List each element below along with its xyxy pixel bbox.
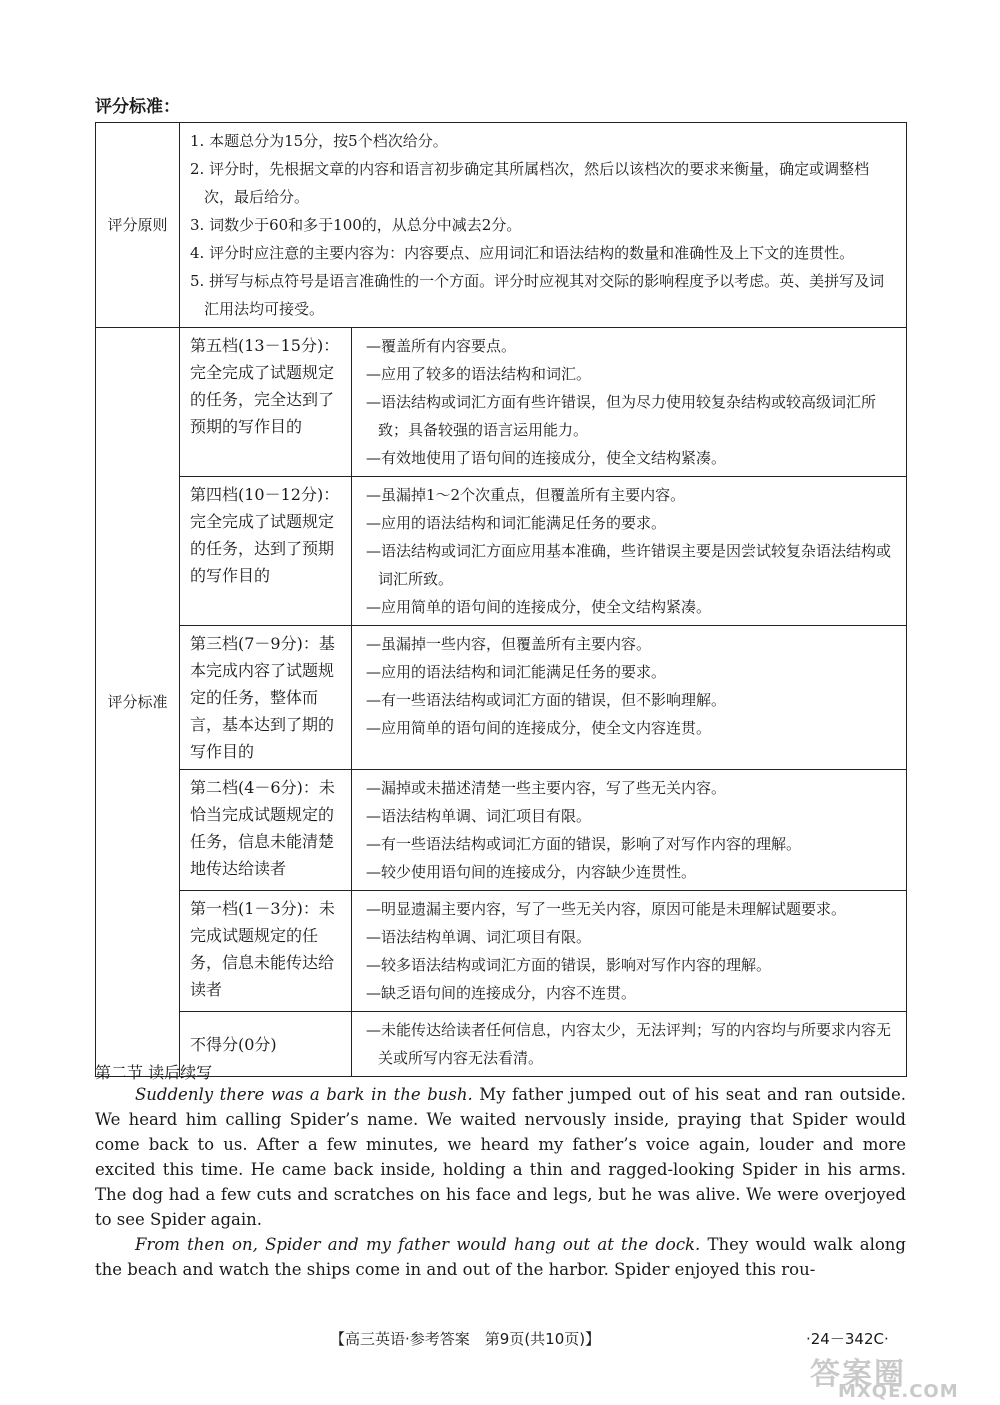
descriptor-item: —漏掉或未描述清楚一些主要内容，写了些无关内容。 <box>366 779 727 797</box>
descriptor-item: —应用了较多的语法结构和词汇。 <box>366 365 592 383</box>
descriptor-item: —明显遗漏主要内容，写了一些无关内容，原因可能是未理解试题要求。 <box>366 900 847 918</box>
level-descriptors <box>352 1012 907 1077</box>
level-description: 第二档(4－6分)：未恰当完成试题规定的任务，信息未能清楚地传达给读者 <box>180 770 352 891</box>
level-description: 第五档(13－15分)：完全完成了试题规定的任务，完全达到了预期的写作目的 <box>180 328 352 477</box>
principles-row <box>96 123 907 328</box>
level-descriptors <box>352 477 907 626</box>
level-row <box>96 626 907 770</box>
descriptor-item: —应用简单的语句间的连接成分，使全文结构紧凑。 <box>366 598 712 616</box>
descriptor-item: —有一些语法结构或词汇方面的错误，影响了对写作内容的理解。 <box>366 835 802 853</box>
descriptor-item: —较少使用语句间的连接成分，内容缺少连贯性。 <box>366 863 697 881</box>
principles-label: 评分原则 <box>96 123 180 328</box>
story-opening-sentence: From then on, Spider and my father would hang out at the dock. <box>135 1235 701 1254</box>
story-opening-sentence: Suddenly there was a bark in the bush. <box>135 1085 473 1104</box>
story-paragraph <box>95 1082 906 1232</box>
standards-label: 评分标准 <box>96 328 180 1077</box>
descriptor-item: —未能传达给读者任何信息，内容太少，无法评判；写的内容均与所要求内容无关或所写内容无法看清。 <box>366 1021 892 1067</box>
section-title: 第二节 读后续写 <box>95 1063 213 1082</box>
level-row <box>96 770 907 891</box>
principles-list <box>180 123 907 328</box>
descriptor-item: —有效地使用了语句间的连接成分，使全文结构紧凑。 <box>366 449 727 467</box>
scoring-table <box>95 122 907 1077</box>
descriptor-item: —语法结构单调、词汇项目有限。 <box>366 807 592 825</box>
descriptor-item: —虽漏掉一些内容，但覆盖所有主要内容。 <box>366 635 652 653</box>
descriptor-item: —应用的语法结构和词汇能满足任务的要求。 <box>366 663 667 681</box>
descriptor-item: —缺乏语句间的连接成分，内容不连贯。 <box>366 984 637 1002</box>
story-text: My father jumped out of his seat and ran outside. We heard him calling Spider’s name. We waited nervously inside, praying that Spider would come back to us. After a few minutes, we heard my father’s voice again, louder and more excited this time. He came back inside, holding a thin and ragged-looking Spider in his arms. The dog had a few cuts and scratches on his face and legs, but he was alive. We were overjoyed to see Spider again. <box>95 1085 906 1229</box>
principle-item: 2. 评分时，先根据文章的内容和语言初步确定其所属档次，然后以该档次的要求来衡量，确定或调整档次，最后给分。 <box>190 160 870 206</box>
footer-code: ·24－342C· <box>806 1330 889 1348</box>
footer-page-info: 【高三英语·参考答案 第9页(共10页)】 <box>330 1330 601 1348</box>
story-paragraph <box>95 1232 906 1282</box>
level-descriptors <box>352 770 907 891</box>
descriptor-item: —语法结构单调、词汇项目有限。 <box>366 928 592 946</box>
level-description: 第三档(7－9分)：基本完成内容了试题规定的任务，整体而言，基本达到了期的写作目的 <box>180 626 352 770</box>
watermark-url: MXQE.COM <box>838 1381 959 1402</box>
level-descriptors <box>352 328 907 477</box>
level-row <box>96 328 907 477</box>
descriptor-item: —覆盖所有内容要点。 <box>366 337 517 355</box>
descriptor-item: —语法结构或词汇方面有些许错误，但为尽力使用较复杂结构或较高级词汇所致；具备较强的语言运用能力。 <box>366 393 877 439</box>
watermark-logo <box>790 1355 990 1403</box>
level-row <box>96 477 907 626</box>
level-row <box>96 891 907 1012</box>
level-row <box>96 1012 907 1077</box>
principle-item: 3. 词数少于60和多于100的，从总分中减去2分。 <box>190 216 522 234</box>
descriptor-item: —语法结构或词汇方面应用基本准确，些许错误主要是因尝试较复杂语法结构或词汇所致。 <box>366 542 892 588</box>
principle-item: 4. 评分时应注意的主要内容为：内容要点、应用词汇和语法结构的数量和准确性及上下文的连贯性。 <box>190 244 855 262</box>
continuation-story <box>95 1082 906 1282</box>
level-description: 不得分(0分) <box>180 1012 352 1077</box>
level-description: 第一档(1－3分)：未完成试题规定的任务，信息未能传达给读者 <box>180 891 352 1012</box>
descriptor-item: —较多语法结构或词汇方面的错误，影响对写作内容的理解。 <box>366 956 772 974</box>
watermark-text: 答案圈 <box>810 1357 906 1392</box>
scoring-heading: 评分标准： <box>95 97 180 117</box>
descriptor-item: —应用的语法结构和词汇能满足任务的要求。 <box>366 514 667 532</box>
level-descriptors <box>352 891 907 1012</box>
level-descriptors <box>352 626 907 770</box>
descriptor-item: —虽漏掉1～2个次重点，但覆盖所有主要内容。 <box>366 486 686 504</box>
descriptor-item: —有一些语法结构或词汇方面的错误，但不影响理解。 <box>366 691 727 709</box>
descriptor-item: —应用简单的语句间的连接成分，使全文内容连贯。 <box>366 719 712 737</box>
principle-item: 5. 拼写与标点符号是语言准确性的一个方面。评分时应视其对交际的影响程度予以考虑。英、美拼写及词汇用法均可接受。 <box>190 272 885 318</box>
story-text: They would walk along the beach and watch the ships come in and out of the harbor. Spider enjoyed this rou- <box>95 1235 906 1279</box>
level-description: 第四档(10－12分)：完全完成了试题规定的任务，达到了预期的写作目的 <box>180 477 352 626</box>
principle-item: 1. 本题总分为15分，按5个档次给分。 <box>190 132 448 150</box>
